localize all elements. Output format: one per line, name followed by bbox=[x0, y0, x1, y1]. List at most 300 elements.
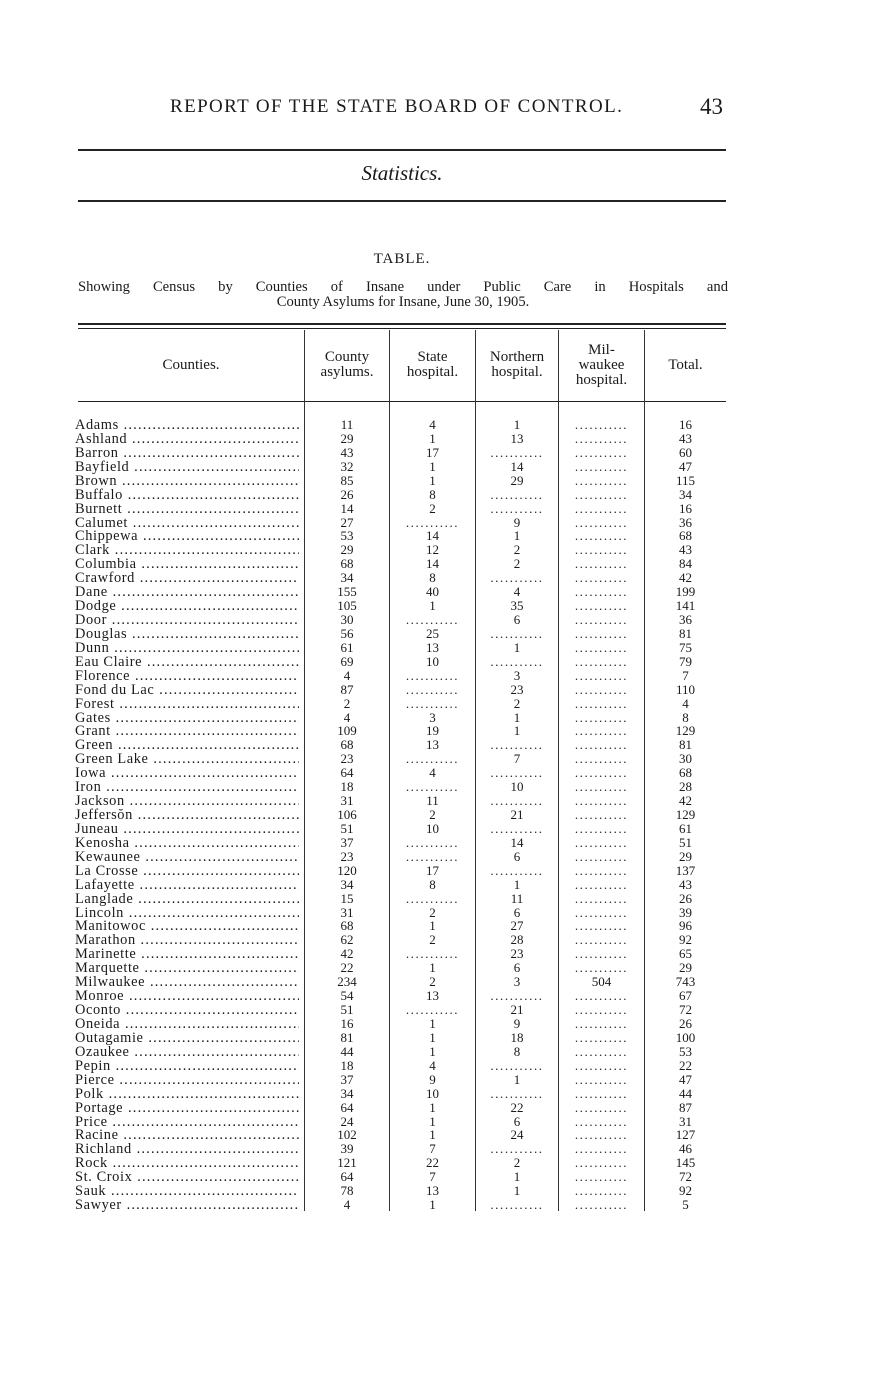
table-row bbox=[0, 1087, 887, 1101]
table-row bbox=[0, 446, 887, 460]
cell-milwaukee-hospital: ........... bbox=[574, 418, 629, 432]
cell-county: Polk ..... bbox=[75, 1087, 299, 1101]
cell-county-asylums: 51 bbox=[340, 1002, 354, 1018]
cell-state-hospital: 2 bbox=[429, 500, 436, 516]
rule-under-title bbox=[78, 200, 726, 202]
cell-state-hospital: ........... bbox=[405, 696, 460, 711]
cell-northern-hospital: 14 bbox=[510, 834, 524, 850]
table-row bbox=[0, 780, 887, 794]
cell-northern-hospital: ........... bbox=[490, 821, 544, 836]
table-row bbox=[0, 989, 887, 1003]
table-row bbox=[0, 488, 887, 502]
table-row bbox=[0, 878, 887, 892]
cell-total: 4 bbox=[682, 695, 689, 711]
cell-county: Monroe ..... bbox=[75, 989, 299, 1003]
cell-county: Marquette ..... bbox=[75, 961, 299, 975]
cell-northern-hospital: 23 bbox=[510, 681, 524, 697]
cell-total: 92 bbox=[679, 1183, 692, 1199]
cell-state-hospital: ........... bbox=[405, 835, 460, 850]
cell-county-asylums: 4 bbox=[343, 1197, 351, 1213]
table-row bbox=[0, 822, 887, 836]
cell-total: 60 bbox=[679, 444, 692, 460]
cell-total: 68 bbox=[679, 765, 692, 781]
cell-state-hospital: 3 bbox=[429, 709, 436, 725]
cell-milwaukee-hospital: ........... bbox=[574, 543, 629, 558]
cell-state-hospital: 13 bbox=[426, 737, 439, 753]
cell-milwaukee-hospital: ........... bbox=[574, 682, 629, 697]
cell-county: Crawford ..... bbox=[75, 571, 299, 585]
cell-state-hospital: 17 bbox=[426, 444, 439, 460]
cell-county: Pepin ..... bbox=[75, 1059, 299, 1073]
cell-milwaukee-hospital: ........... bbox=[574, 1184, 629, 1199]
cell-total: 28 bbox=[679, 779, 692, 795]
cell-total: 75 bbox=[679, 639, 692, 655]
cell-county: Outagamie ..... bbox=[75, 1031, 299, 1045]
cell-county: Racine ..... bbox=[75, 1128, 299, 1142]
cell-county-asylums: 31 bbox=[340, 904, 354, 920]
cell-total: 81 bbox=[679, 737, 692, 753]
cell-northern-hospital: ........... bbox=[490, 794, 544, 809]
cell-northern-hospital: 1 bbox=[513, 639, 521, 655]
cell-northern-hospital: 6 bbox=[513, 904, 521, 920]
cell-county: Kewaunee ..... bbox=[75, 850, 299, 864]
cell-county: Clark ..... bbox=[75, 543, 299, 557]
cell-state-hospital: 1 bbox=[429, 960, 436, 976]
cell-county-asylums: 23 bbox=[340, 848, 354, 864]
cell-state-hospital: 40 bbox=[426, 584, 439, 600]
cell-county: Brown ..... bbox=[75, 474, 299, 488]
cell-total: 26 bbox=[679, 890, 692, 906]
table-row bbox=[0, 1017, 887, 1031]
cell-county-asylums: 14 bbox=[340, 500, 354, 516]
cell-milwaukee-hospital: ........... bbox=[574, 877, 629, 892]
cell-milwaukee-hospital: ........... bbox=[574, 724, 629, 739]
cell-county: Jeffersŏn ..... bbox=[75, 808, 299, 822]
cell-milwaukee-hospital: ........... bbox=[574, 933, 629, 948]
cell-northern-hospital: 29 bbox=[510, 472, 524, 488]
cell-county: Dodge ..... bbox=[75, 599, 299, 613]
cell-county-asylums: 109 bbox=[337, 723, 357, 739]
table-row bbox=[0, 418, 887, 432]
cell-county: St. Croix ..... bbox=[75, 1170, 299, 1184]
cell-state-hospital: ........... bbox=[405, 780, 460, 795]
cell-county-asylums: 2 bbox=[343, 695, 351, 711]
header-county-asylums: County asylums. bbox=[320, 349, 374, 380]
cell-county-asylums: 23 bbox=[340, 751, 354, 767]
cell-total: 743 bbox=[675, 974, 696, 990]
cell-northern-hospital: 7 bbox=[513, 751, 521, 767]
cell-county: Lincoln ..... bbox=[75, 906, 299, 920]
cell-county-asylums: 68 bbox=[340, 737, 354, 753]
cell-northern-hospital: 2 bbox=[513, 556, 521, 572]
table-row bbox=[0, 641, 887, 655]
table-top-rule bbox=[78, 323, 726, 325]
cell-northern-hospital: ........... bbox=[490, 989, 544, 1004]
cell-county-asylums: 42 bbox=[340, 946, 354, 962]
cell-milwaukee-hospital: ........... bbox=[574, 989, 629, 1004]
cell-county: Marinette ..... bbox=[75, 947, 299, 961]
cell-total: 43 bbox=[679, 542, 692, 558]
cell-milwaukee-hospital: ........... bbox=[574, 1156, 629, 1171]
cell-state-hospital: 11 bbox=[426, 793, 439, 809]
table-row bbox=[0, 1045, 887, 1059]
cell-county: Oconto ..... bbox=[75, 1003, 299, 1017]
cell-milwaukee-hospital: ........... bbox=[574, 1072, 629, 1087]
cell-county: Burnett ..... bbox=[75, 502, 299, 516]
cell-county: Eau Claire ..... bbox=[75, 655, 299, 669]
cell-milwaukee-hospital: ........... bbox=[574, 835, 629, 850]
header-milwaukee-hospital: Mil- waukee hospital. bbox=[575, 341, 628, 388]
cell-total: 29 bbox=[679, 848, 692, 864]
cell-northern-hospital: 35 bbox=[510, 598, 524, 614]
cell-county-asylums: 68 bbox=[340, 556, 354, 572]
cell-county: Door ..... bbox=[75, 613, 299, 627]
table-row bbox=[0, 1170, 887, 1184]
cell-milwaukee-hospital: ........... bbox=[574, 501, 629, 516]
cell-total: 5 bbox=[682, 1197, 689, 1213]
cell-state-hospital: ........... bbox=[405, 947, 460, 962]
cell-milwaukee-hospital: ........... bbox=[574, 808, 629, 823]
cell-milwaukee-hospital: ........... bbox=[574, 863, 629, 878]
table-row bbox=[0, 1059, 887, 1073]
cell-milwaukee-hospital: ........... bbox=[574, 1114, 629, 1129]
table-row bbox=[0, 697, 887, 711]
cell-county: Fond du Lac ..... bbox=[75, 683, 299, 697]
table-row bbox=[0, 850, 887, 864]
cell-state-hospital: 9 bbox=[429, 1071, 436, 1087]
table-row bbox=[0, 474, 887, 488]
table-row bbox=[0, 738, 887, 752]
cell-total: 84 bbox=[679, 556, 692, 572]
cell-milwaukee-hospital: ........... bbox=[574, 1198, 629, 1213]
cell-state-hospital: 22 bbox=[426, 1155, 439, 1171]
table-row bbox=[0, 836, 887, 850]
cell-northern-hospital: ........... bbox=[490, 766, 544, 781]
table-row bbox=[0, 1031, 887, 1045]
cell-county-asylums: 54 bbox=[340, 988, 354, 1004]
cell-milwaukee-hospital: ........... bbox=[574, 696, 629, 711]
table-row bbox=[0, 585, 887, 599]
cell-northern-hospital: 2 bbox=[513, 695, 521, 711]
table-row bbox=[0, 711, 887, 725]
cell-milwaukee-hospital: ........... bbox=[574, 640, 629, 655]
table-row bbox=[0, 724, 887, 738]
table-row bbox=[0, 919, 887, 933]
cell-county-asylums: 62 bbox=[340, 932, 354, 948]
cell-county-asylums: 64 bbox=[340, 1099, 354, 1115]
cell-milwaukee-hospital: ........... bbox=[574, 431, 629, 446]
cell-county-asylums: 16 bbox=[340, 1015, 354, 1031]
cell-state-hospital: 1 bbox=[429, 458, 436, 474]
caption-line-2: County Asylums for Insane, June 30, 1905. bbox=[276, 294, 530, 310]
cell-total: 46 bbox=[679, 1141, 692, 1157]
cell-county: Buffalo ..... bbox=[75, 488, 299, 502]
cell-northern-hospital: 1 bbox=[513, 1169, 521, 1185]
cell-northern-hospital: ........... bbox=[490, 501, 544, 516]
cell-county-asylums: 51 bbox=[340, 820, 354, 836]
cell-state-hospital: 1 bbox=[429, 1197, 436, 1213]
cell-total: 141 bbox=[675, 598, 696, 614]
table-row bbox=[0, 669, 887, 683]
cell-state-hospital: 13 bbox=[426, 639, 439, 655]
cell-milwaukee-hospital: ........... bbox=[574, 668, 629, 683]
cell-northern-hospital: 1 bbox=[513, 876, 521, 892]
cell-county: Douglas ..... bbox=[75, 627, 299, 641]
cell-milwaukee-hospital: ........... bbox=[574, 473, 629, 488]
cell-county: Gates ..... bbox=[75, 711, 299, 725]
cell-county-asylums: 121 bbox=[337, 1155, 357, 1171]
cell-northern-hospital: ........... bbox=[490, 571, 544, 586]
cell-northern-hospital: 10 bbox=[510, 779, 524, 795]
cell-northern-hospital: 1 bbox=[513, 709, 521, 725]
table-row bbox=[0, 1156, 887, 1170]
cell-northern-hospital: 27 bbox=[510, 918, 524, 934]
cell-state-hospital: 8 bbox=[429, 570, 436, 586]
cell-county-asylums: 4 bbox=[343, 709, 351, 725]
cell-county-asylums: 43 bbox=[340, 444, 354, 460]
cell-state-hospital: 8 bbox=[429, 876, 436, 892]
table-row bbox=[0, 599, 887, 613]
cell-state-hospital: 19 bbox=[426, 723, 439, 739]
cell-state-hospital: ........... bbox=[405, 515, 460, 530]
cell-total: 22 bbox=[679, 1057, 692, 1073]
cell-northern-hospital: 11 bbox=[510, 890, 524, 906]
header-state-hospital: State hospital. bbox=[406, 349, 459, 380]
cell-county-asylums: 87 bbox=[340, 681, 354, 697]
cell-county-asylums: 39 bbox=[340, 1141, 354, 1157]
cell-county-asylums: 53 bbox=[340, 528, 354, 544]
cell-state-hospital: 7 bbox=[429, 1169, 436, 1185]
table-row bbox=[0, 906, 887, 920]
cell-county: Portage ..... bbox=[75, 1101, 299, 1115]
cell-northern-hospital: 6 bbox=[513, 960, 521, 976]
cell-milwaukee-hospital: ........... bbox=[574, 1058, 629, 1073]
cell-northern-hospital: ........... bbox=[490, 863, 544, 878]
cell-county: Grant ..... bbox=[75, 724, 299, 738]
cell-county: Chippewa ..... bbox=[75, 529, 299, 543]
cell-state-hospital: ........... bbox=[405, 1003, 460, 1018]
cell-northern-hospital: 28 bbox=[510, 932, 524, 948]
cell-total: 68 bbox=[679, 528, 692, 544]
cell-county: Green ..... bbox=[75, 738, 299, 752]
cell-county-asylums: 69 bbox=[340, 653, 354, 669]
cell-northern-hospital: 1 bbox=[513, 1183, 521, 1199]
cell-total: 7 bbox=[682, 667, 689, 683]
cell-northern-hospital: 1 bbox=[513, 1071, 521, 1087]
cell-milwaukee-hospital: ........... bbox=[574, 1128, 629, 1143]
cell-county-asylums: 31 bbox=[340, 793, 354, 809]
cell-northern-hospital: 2 bbox=[513, 1155, 521, 1171]
cell-northern-hospital: 14 bbox=[510, 458, 524, 474]
cell-milwaukee-hospital: ........... bbox=[574, 766, 629, 781]
cell-county: Iowa ..... bbox=[75, 766, 299, 780]
cell-county-asylums: 27 bbox=[340, 514, 354, 530]
cell-milwaukee-hospital: ........... bbox=[574, 654, 629, 669]
cell-county-asylums: 106 bbox=[337, 807, 357, 823]
cell-state-hospital: ........... bbox=[405, 613, 460, 628]
cell-county: Rock ..... bbox=[75, 1156, 299, 1170]
table-row bbox=[0, 1142, 887, 1156]
table-row bbox=[0, 655, 887, 669]
cell-county: Ashland ..... bbox=[75, 432, 299, 446]
cell-northern-hospital: 22 bbox=[510, 1099, 524, 1115]
table-row bbox=[0, 1184, 887, 1198]
cell-county: Sawyer ..... bbox=[75, 1198, 299, 1212]
header-counties: Counties. bbox=[162, 356, 220, 373]
cell-state-hospital: ........... bbox=[405, 752, 460, 767]
table-row bbox=[0, 892, 887, 906]
table-row bbox=[0, 627, 887, 641]
cell-milwaukee-hospital: ........... bbox=[574, 1086, 629, 1101]
cell-northern-hospital: 2 bbox=[513, 542, 521, 558]
cell-total: 110 bbox=[675, 681, 696, 697]
cell-total: 51 bbox=[679, 834, 692, 850]
cell-total: 39 bbox=[679, 904, 692, 920]
cell-total: 65 bbox=[679, 946, 692, 962]
cell-county: Pierce ..... bbox=[75, 1073, 299, 1087]
cell-milwaukee-hospital: ........... bbox=[574, 557, 629, 572]
cell-milwaukee-hospital: 504 bbox=[591, 974, 612, 990]
cell-county-asylums: 34 bbox=[340, 876, 354, 892]
cell-milwaukee-hospital: ........... bbox=[574, 794, 629, 809]
cell-milwaukee-hospital: ........... bbox=[574, 738, 629, 753]
cell-county: Dane ..... bbox=[75, 585, 299, 599]
cell-northern-hospital: 6 bbox=[513, 612, 521, 628]
table-row bbox=[0, 1128, 887, 1142]
cell-county: Juneau ..... bbox=[75, 822, 299, 836]
cell-county: Marathon ..... bbox=[75, 933, 299, 947]
table-row bbox=[0, 502, 887, 516]
cell-total: 92 bbox=[679, 932, 692, 948]
cell-northern-hospital: ........... bbox=[490, 445, 544, 460]
cell-milwaukee-hospital: ........... bbox=[574, 961, 629, 976]
cell-county-asylums: 30 bbox=[340, 612, 354, 628]
cell-milwaukee-hospital: ........... bbox=[574, 821, 629, 836]
table-row bbox=[0, 1003, 887, 1017]
cell-total: 43 bbox=[679, 876, 692, 892]
cell-total: 129 bbox=[675, 807, 696, 823]
cell-northern-hospital: 24 bbox=[510, 1127, 524, 1143]
cell-total: 16 bbox=[679, 417, 692, 432]
cell-state-hospital: 4 bbox=[429, 1057, 436, 1073]
cell-county-asylums: 85 bbox=[340, 472, 354, 488]
cell-county-asylums: 120 bbox=[337, 862, 357, 878]
cell-county-asylums: 155 bbox=[337, 584, 357, 600]
cell-county: Iron ..... bbox=[75, 780, 299, 794]
cell-milwaukee-hospital: ........... bbox=[574, 626, 629, 641]
cell-county: Barron ..... bbox=[75, 446, 299, 460]
cell-northern-hospital: 1 bbox=[513, 417, 521, 432]
cell-northern-hospital: 1 bbox=[513, 723, 521, 739]
cell-state-hospital: 1 bbox=[429, 1099, 436, 1115]
cell-state-hospital: 4 bbox=[429, 765, 436, 781]
cell-county: Richland ..... bbox=[75, 1142, 299, 1156]
cell-state-hospital: 4 bbox=[429, 417, 436, 432]
cell-state-hospital: 1 bbox=[429, 1043, 436, 1059]
cell-county-asylums: 32 bbox=[340, 458, 354, 474]
cell-milwaukee-hospital: ........... bbox=[574, 1016, 629, 1031]
cell-county: Columbia ..... bbox=[75, 557, 299, 571]
cell-milwaukee-hospital: ........... bbox=[574, 529, 629, 544]
cell-milwaukee-hospital: ........... bbox=[574, 1100, 629, 1115]
cell-county-asylums: 102 bbox=[337, 1127, 357, 1143]
cell-state-hospital: 14 bbox=[426, 528, 439, 544]
cell-milwaukee-hospital: ........... bbox=[574, 919, 629, 934]
cell-total: 79 bbox=[679, 653, 692, 669]
cell-state-hospital: 1 bbox=[429, 1127, 436, 1143]
table-row bbox=[0, 766, 887, 780]
cell-northern-hospital: 18 bbox=[510, 1029, 524, 1045]
cell-northern-hospital: 4 bbox=[513, 584, 521, 600]
cell-total: 31 bbox=[679, 1113, 692, 1129]
cell-milwaukee-hospital: ........... bbox=[574, 487, 629, 502]
cell-northern-hospital: 21 bbox=[510, 807, 524, 823]
cell-northern-hospital: 3 bbox=[513, 667, 521, 683]
cell-total: 199 bbox=[675, 584, 696, 600]
cell-milwaukee-hospital: ........... bbox=[574, 571, 629, 586]
cell-total: 47 bbox=[679, 1071, 692, 1087]
table-row bbox=[0, 1115, 887, 1129]
cell-total: 67 bbox=[679, 988, 692, 1004]
cell-county: Manitowoc ..... bbox=[75, 919, 299, 933]
cell-county: Sauk ..... bbox=[75, 1184, 299, 1198]
table-top-rule-thin bbox=[78, 328, 726, 329]
cell-county: Jackson ..... bbox=[75, 794, 299, 808]
cell-northern-hospital: ........... bbox=[490, 1058, 544, 1073]
cell-county-asylums: 37 bbox=[340, 834, 354, 850]
cell-county: Lafayette ..... bbox=[75, 878, 299, 892]
cell-northern-hospital: 1 bbox=[513, 528, 521, 544]
cell-county-asylums: 234 bbox=[337, 974, 357, 990]
table-row bbox=[0, 1101, 887, 1115]
cell-state-hospital: 12 bbox=[426, 542, 439, 558]
cell-total: 137 bbox=[675, 862, 696, 878]
cell-total: 115 bbox=[675, 472, 696, 488]
table-row bbox=[0, 947, 887, 961]
cell-total: 42 bbox=[679, 570, 692, 586]
cell-county: Bayfield ..... bbox=[75, 460, 299, 474]
cell-total: 96 bbox=[679, 918, 692, 934]
cell-state-hospital: 2 bbox=[429, 932, 436, 948]
cell-total: 29 bbox=[679, 960, 692, 976]
table-row bbox=[0, 543, 887, 557]
cell-county: Ozaukee ..... bbox=[75, 1045, 299, 1059]
cell-state-hospital: 2 bbox=[429, 974, 436, 990]
cell-northern-hospital: 8 bbox=[513, 1043, 521, 1059]
cell-milwaukee-hospital: ........... bbox=[574, 445, 629, 460]
table-row bbox=[0, 613, 887, 627]
cell-state-hospital: ........... bbox=[405, 891, 460, 906]
cell-county-asylums: 22 bbox=[340, 960, 354, 976]
cell-county-asylums: 34 bbox=[340, 570, 354, 586]
cell-northern-hospital: ........... bbox=[490, 738, 544, 753]
table-row bbox=[0, 460, 887, 474]
cell-county: Calumet ..... bbox=[75, 516, 299, 530]
cell-county-asylums: 34 bbox=[340, 1085, 354, 1101]
cell-state-hospital: 2 bbox=[429, 807, 436, 823]
cell-northern-hospital: ........... bbox=[490, 654, 544, 669]
cell-northern-hospital: 23 bbox=[510, 946, 524, 962]
cell-county-asylums: 29 bbox=[340, 430, 354, 446]
section-title: Statistics. bbox=[361, 161, 443, 185]
cell-milwaukee-hospital: ........... bbox=[574, 585, 629, 600]
cell-county-asylums: 61 bbox=[340, 639, 354, 655]
cell-county: Florence ..... bbox=[75, 669, 299, 683]
table-row bbox=[0, 752, 887, 766]
cell-state-hospital: 1 bbox=[429, 1015, 436, 1031]
cell-total: 26 bbox=[679, 1015, 692, 1031]
cell-county-asylums: 4 bbox=[343, 667, 351, 683]
